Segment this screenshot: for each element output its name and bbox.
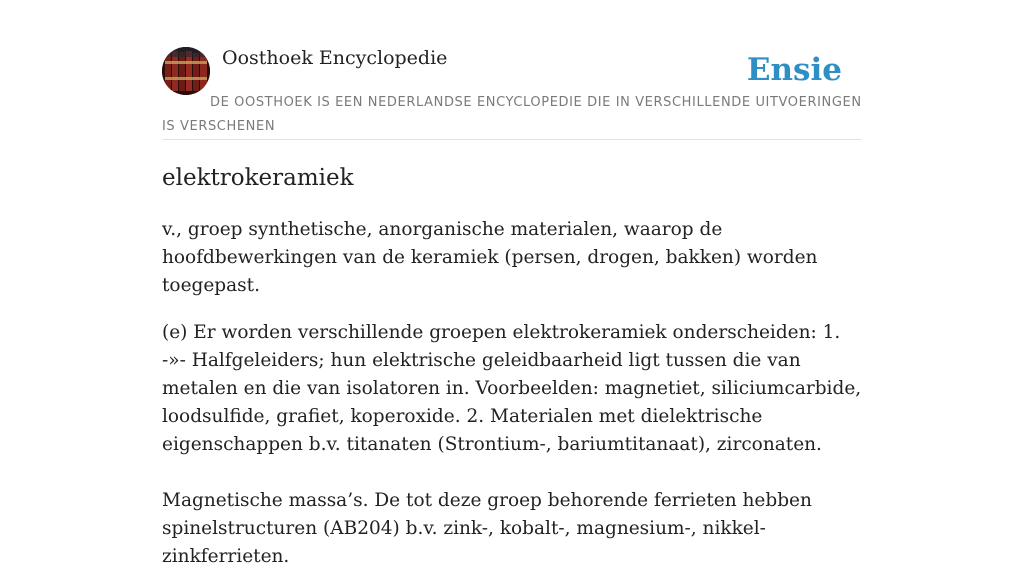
article-title: elektrokeramiek xyxy=(162,165,354,191)
brand-logo[interactable]: Ensie xyxy=(746,52,842,88)
site-tagline: DE OOSTHOEK IS EEN NEDERLANDSE ENCYCLOPEDIE DIE IN VERSCHILLENDE UITVOERINGEN IS VERSCHENEN xyxy=(162,95,862,134)
encyclopedia-books-icon[interactable] xyxy=(162,47,210,95)
article-paragraph: v., groep synthetische, anorganische materialen, waarop de hoofdbewerkingen van de keramiek (persen, drogen, bakken) worden toegepast. xyxy=(162,219,818,296)
article-paragraph: Magnetische massa’s. De tot deze groep behorende ferrieten hebben spinelstructuren (AB204) b.v. zink-, kobalt-, magnesium-, nikkel-zinkferrieten. xyxy=(162,490,812,567)
logo-image xyxy=(162,47,210,95)
header-divider xyxy=(162,139,862,140)
site-title-link[interactable]: Oosthoek Encyclopedie xyxy=(222,47,448,69)
article-paragraph: (e) Er worden verschillende groepen elektrokeramiek onderscheiden: 1. -»- Halfgeleiders; hun elektrische geleidbaarheid ligt tussen die van metalen en die van isolatoren in. Voorbeelden: magnetiet, siliciumcarbide, loodsulfide, grafiet, koperoxide. 2. Materialen met dielektrische eigenschappen b.v. titanaten (Strontium-, bariumtitanaat), zirconaten. xyxy=(162,322,862,455)
article-body xyxy=(162,160,862,571)
